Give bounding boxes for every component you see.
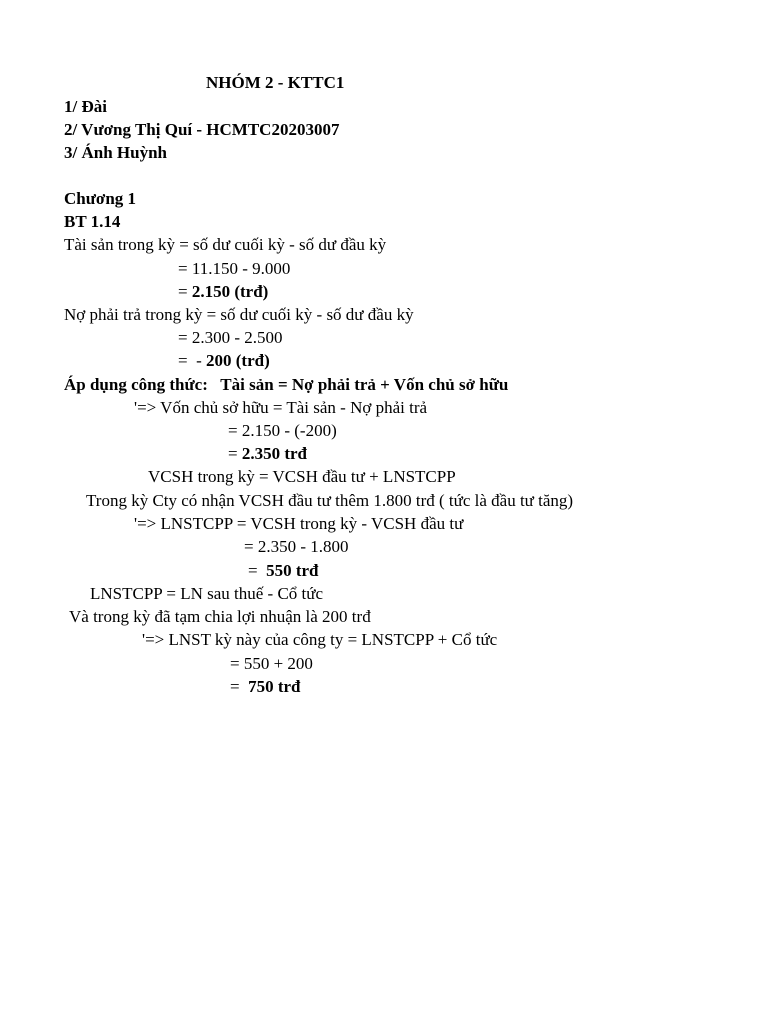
- liabilities-result: = - 200 (trđ): [178, 351, 270, 370]
- equity-result: = 2.350 trđ: [228, 444, 308, 463]
- dividend-note: Và trong kỳ đã tạm chia lợi nhuận là 200 trđ: [69, 607, 371, 626]
- investment-note: Trong kỳ Cty có nhận VCSH đầu tư thêm 1.800 trđ ( tức là đầu tư tăng): [86, 491, 574, 510]
- equity-formula: '=> Vốn chủ sở hữu = Tài sản - Nợ phải trả: [134, 398, 428, 417]
- member-3: 3/ Ánh Huỳnh: [64, 143, 167, 162]
- chapter-heading: Chương 1: [64, 189, 137, 208]
- lnst-result: = 750 trđ: [230, 677, 301, 696]
- assets-result: = 2.150 (trđ): [178, 282, 269, 301]
- lnstcpp-formula: '=> LNSTCPP = VCSH trong kỳ - VCSH đầu tư: [134, 514, 464, 533]
- assets-calc: = 11.150 - 9.000: [178, 259, 291, 278]
- vcsh-formula: VCSH trong kỳ = VCSH đầu tư + LNSTCPP: [148, 467, 456, 486]
- lnstcpp-calc: = 2.350 - 1.800: [244, 537, 349, 556]
- lnst-formula: '=> LNST kỳ này của công ty = LNSTCPP + Cổ tức: [142, 630, 498, 649]
- member-2: 2/ Vương Thị Quí - HCMTC20203007: [64, 120, 340, 139]
- lnst-calc: = 550 + 200: [230, 654, 313, 673]
- assets-formula: Tài sản trong kỳ = số dư cuối kỳ - số dư đầu kỳ: [64, 235, 387, 254]
- member-1: 1/ Đài: [64, 97, 107, 116]
- liabilities-calc: = 2.300 - 2.500: [178, 328, 283, 347]
- document-title: NHÓM 2 - KTTC1: [206, 73, 345, 92]
- equation-heading: Áp dụng công thức: Tài sản = Nợ phải trả + Vốn chủ sở hữu: [64, 375, 509, 394]
- equity-calc: = 2.150 - (-200): [228, 421, 337, 440]
- lnstcpp-result: = 550 trđ: [248, 561, 319, 580]
- exercise-heading: BT 1.14: [64, 212, 121, 231]
- lnstcpp-definition: LNSTCPP = LN sau thuế - Cổ tức: [90, 584, 324, 603]
- liabilities-formula: Nợ phải trả trong kỳ = số dư cuối kỳ - số dư đầu kỳ: [64, 305, 414, 324]
